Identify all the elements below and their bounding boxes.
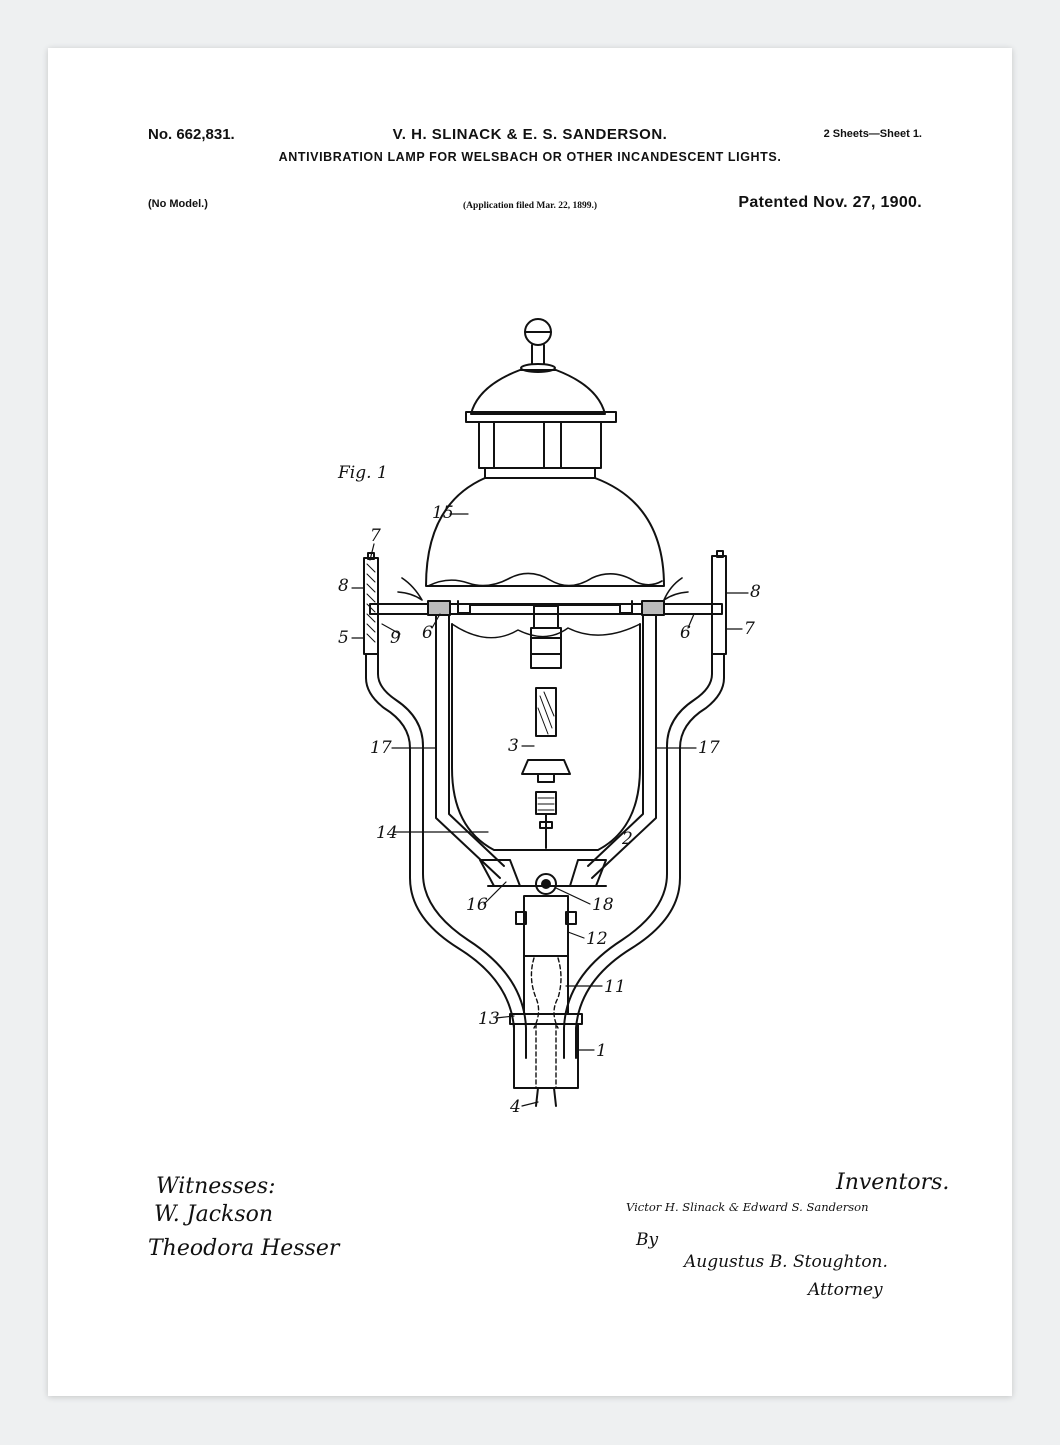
attorney-label: Attorney [808,1280,883,1300]
sheet-count: 2 Sheets—Sheet 1. [823,128,922,140]
ref-16: 16 [466,895,488,915]
attorney-signature: Augustus B. Stoughton. [684,1252,888,1272]
by-label: By [636,1230,659,1250]
figure-label: Fig. 1 [338,463,388,483]
ref-12: 12 [586,929,608,949]
ref-15: 15 [432,503,454,523]
no-model-note: (No Model.) [148,198,208,210]
patent-number: No. 662,831. [148,126,235,143]
right-spring-holder [712,551,726,654]
application-filed-date: (Application filed Mar. 22, 1899.) [463,201,597,211]
outer-frame [366,654,724,1058]
ref-7-left: 7 [370,526,381,546]
burner-stem [522,606,570,848]
ref-6-left: 6 [422,623,433,643]
ref-1: 1 [596,1041,607,1061]
patent-title: ANTIVIBRATION LAMP FOR WELSBACH OR OTHER INCANDESCENT LIGHTS. [278,150,782,164]
ref-17-right: 17 [698,738,720,758]
inventor-signatures: Victor H. Slinack & Edward S. Sanderson [626,1200,869,1214]
lamp-finial [521,319,555,372]
ref-7-right: 7 [744,619,755,639]
witness-signature-1: W. Jackson [154,1202,274,1227]
lamp-globe [398,478,688,600]
ref-14: 14 [376,823,398,843]
base-collar [510,1014,582,1106]
inventors-header: V. H. SLINACK & E. S. SANDERSON. [392,126,668,143]
ref-2: 2 [622,829,633,849]
ref-8-right: 8 [750,582,761,602]
patented-date: Patented Nov. 27, 1900. [738,194,922,211]
witnesses-label: Witnesses: [156,1174,276,1199]
burner-head [516,874,576,1028]
ref-17-left: 17 [370,738,392,758]
patent-sheet [48,48,1012,1396]
lamp-cap [466,370,616,478]
ref-9: 9 [390,628,401,648]
ref-18: 18 [592,895,614,915]
witness-signature-2: Theodora Hesser [148,1236,340,1261]
ref-4: 4 [510,1097,521,1117]
ref-11: 11 [604,977,626,997]
ref-6-right: 6 [680,623,691,643]
ref-13: 13 [478,1009,500,1029]
crossbar [370,601,722,615]
ref-3: 3 [508,736,519,756]
inventors-label: Inventors. [836,1170,950,1195]
ref-8-left: 8 [338,576,349,596]
ref-5: 5 [338,628,349,648]
